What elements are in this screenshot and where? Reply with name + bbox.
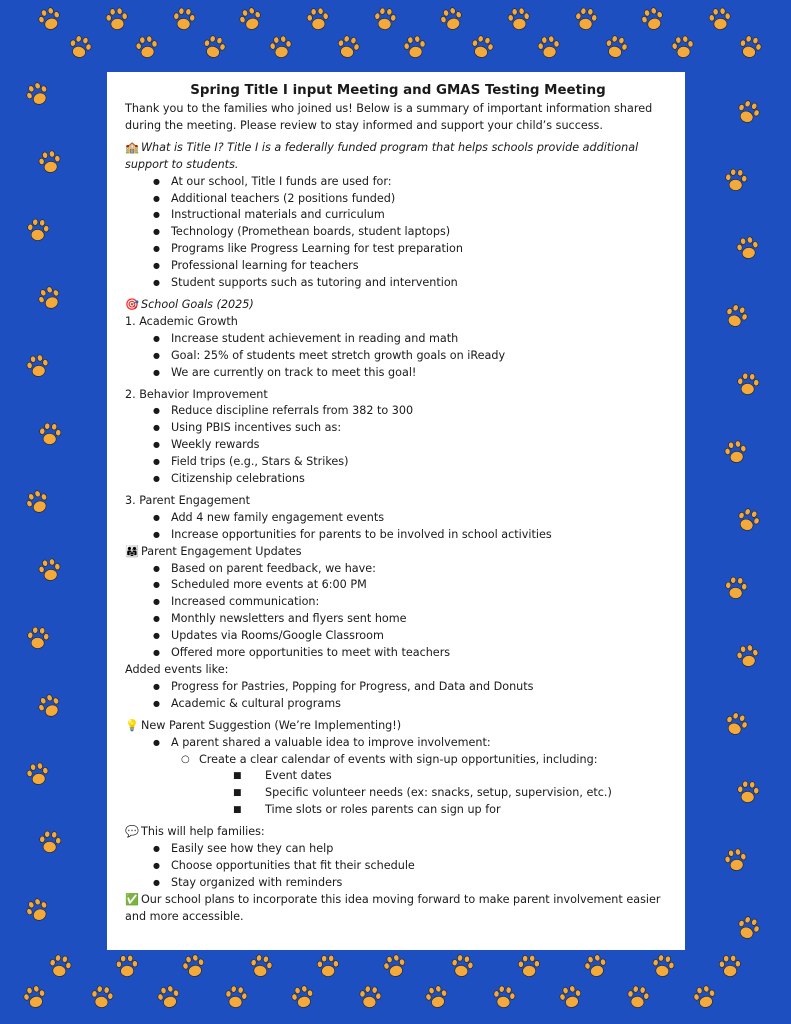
list-item: ● Instructional materials and curriculum	[125, 207, 671, 224]
parent-engagement-heading: 3. Parent Engagement	[125, 493, 250, 507]
goals-heading	[125, 297, 671, 314]
flyer-title: Spring Title I input Meeting and GMAS Testing Meeting	[190, 83, 606, 98]
school-icon: 🏫	[125, 140, 139, 154]
title1-text: What is Title I? Title I is a federally funded program that helps schools provide additional support to students.	[125, 140, 639, 171]
paw-print-icon	[26, 762, 51, 787]
family-icon: 👨‍👩‍👧	[125, 544, 139, 558]
list-item: ○ Create a clear calendar of events with sign-up opportunities, including:	[125, 752, 671, 769]
list-item: ● Add 4 new family engagement events	[125, 510, 671, 527]
paw-print-icon	[27, 218, 50, 241]
check-mark-icon: ✅	[125, 892, 139, 906]
paw-print-icon	[723, 710, 750, 737]
paw-print-icon	[172, 7, 195, 30]
list-item: ● Using PBIS incentives such as:	[125, 420, 671, 437]
paw-print-icon	[736, 644, 761, 669]
parent-engagement-list	[125, 510, 671, 544]
paw-print-icon	[23, 488, 51, 516]
title1-description	[125, 140, 671, 174]
flyer-card	[107, 72, 685, 950]
paw-print-icon	[507, 7, 530, 30]
paw-print-icon	[723, 302, 750, 329]
paw-print-icon	[373, 7, 396, 30]
help-heading-text: This will help families:	[141, 825, 265, 839]
paw-print-icon	[38, 558, 63, 583]
behavior-list	[125, 403, 671, 488]
paw-print-icon	[38, 150, 63, 175]
added-events-heading: Added events like:	[125, 663, 229, 676]
paw-print-icon	[574, 7, 597, 30]
paw-print-icon	[651, 954, 676, 979]
suggestion-list	[125, 735, 671, 820]
paw-print-icon	[26, 354, 51, 379]
speech-bubble-icon: 💬	[125, 825, 139, 839]
paw-print-icon	[639, 6, 666, 33]
paw-print-icon	[237, 6, 264, 33]
paw-print-icon	[724, 440, 749, 465]
paw-print-icon	[537, 35, 561, 59]
paw-print-icon	[671, 35, 695, 59]
list-item: ■ Event dates	[125, 768, 671, 785]
list-item: ● Student supports such as tutoring and intervention	[125, 275, 671, 292]
paw-print-icon	[181, 953, 207, 979]
list-item: ● Increased communication:	[125, 594, 671, 611]
paw-print-icon	[424, 984, 450, 1010]
paw-print-icon	[36, 6, 63, 33]
list-item: ● Offered more opportunities to meet with teachers	[125, 645, 671, 662]
paw-print-icon	[403, 35, 427, 59]
paw-print-icon	[735, 506, 762, 533]
paw-print-icon	[725, 576, 748, 599]
list-item: ● Based on parent feedback, we have:	[125, 561, 671, 578]
paw-print-icon	[736, 236, 761, 261]
paw-print-icon	[719, 955, 741, 977]
paw-print-icon	[724, 848, 749, 873]
paw-print-icon	[35, 284, 63, 312]
paw-print-icon	[438, 6, 465, 33]
closing-text	[125, 892, 671, 926]
paw-print-icon	[269, 35, 293, 59]
list-item: ● Weekly rewards	[125, 437, 671, 454]
paw-print-icon	[335, 34, 361, 60]
list-item: ● At our school, Title I funds are used for:	[125, 174, 671, 191]
list-item: ● Scheduled more events at 6:00 PM	[125, 577, 671, 594]
list-item: ● Choose opportunities that fit their schedule	[125, 858, 671, 875]
list-item: ● Field trips (e.g., Stars & Strikes)	[125, 454, 671, 471]
paw-print-icon	[692, 984, 718, 1010]
paw-print-icon	[156, 984, 182, 1010]
list-item: ● Goal: 25% of students meet stretch growth goals on iReady	[125, 348, 671, 365]
paw-print-icon	[23, 896, 51, 924]
list-item: ● A parent shared a valuable idea to improve involvement:	[125, 735, 671, 752]
paw-print-icon	[626, 985, 650, 1009]
list-item: ● Academic & cultural programs	[125, 696, 671, 713]
list-item: ● Increase opportunities for parents to be involved in school activities	[125, 527, 671, 544]
updates-list	[125, 561, 671, 662]
closing-text-body: Our school plans to incorporate this idea moving forward to make parent involvement easier and more accessible.	[125, 892, 661, 923]
paw-print-icon	[224, 985, 248, 1009]
updates-heading	[125, 544, 671, 561]
paw-print-icon	[67, 34, 93, 60]
list-item: ● Increase student achievement in reading and math	[125, 331, 671, 348]
suggestion-heading	[125, 718, 671, 735]
paw-print-icon	[27, 626, 50, 649]
suggestion-heading-text: New Parent Suggestion (We’re Implementing!)	[141, 718, 402, 732]
paw-print-icon	[737, 372, 760, 395]
list-item: ● Professional learning for teachers	[125, 258, 671, 275]
list-item: ● Progress for Pastries, Popping for Progress, and Data and Donuts	[125, 679, 671, 696]
list-item: ● Programs like Progress Learning for test preparation	[125, 241, 671, 258]
paw-print-icon	[469, 34, 495, 60]
list-item: ● We are currently on track to meet this goal!	[125, 365, 671, 382]
academic-growth-heading: 1. Academic Growth	[125, 314, 238, 328]
paw-print-icon	[135, 35, 159, 59]
paw-print-icon	[735, 914, 762, 941]
paw-print-icon	[39, 830, 62, 853]
paw-print-icon	[290, 984, 316, 1010]
list-item: ● Easily see how they can help	[125, 841, 671, 858]
lightbulb-icon: 💡	[125, 718, 139, 732]
paw-print-icon	[450, 954, 475, 979]
list-item: ■ Specific volunteer needs (ex: snacks, setup, supervision, etc.)	[125, 785, 671, 802]
list-item: ● Reduce discipline referrals from 382 to 300	[125, 403, 671, 420]
list-item: ● Stay organized with reminders	[125, 875, 671, 892]
paw-print-icon	[737, 34, 763, 60]
academic-growth-list	[125, 331, 671, 382]
paw-print-icon	[735, 98, 762, 125]
paw-print-icon	[558, 984, 584, 1010]
paw-print-icon	[201, 34, 227, 60]
title1-list	[125, 174, 671, 292]
paw-print-icon	[492, 985, 516, 1009]
target-icon: 🎯	[125, 297, 139, 311]
paw-print-icon	[306, 7, 329, 30]
paw-print-icon	[583, 953, 609, 979]
paw-print-icon	[22, 984, 48, 1010]
paw-print-icon	[249, 954, 274, 979]
added-events-list	[125, 679, 671, 713]
updates-heading-text: Parent Engagement Updates	[141, 544, 302, 558]
list-item: ● Additional teachers (2 positions funded)	[125, 191, 671, 208]
list-item: ● Citizenship celebrations	[125, 471, 671, 488]
paw-print-icon	[725, 168, 748, 191]
help-list	[125, 841, 671, 892]
paw-print-icon	[317, 955, 339, 977]
paw-print-icon	[382, 953, 408, 979]
list-item: ● Updates via Rooms/Google Classroom	[125, 628, 671, 645]
list-item: ● Technology (Promethean boards, student laptops)	[125, 224, 671, 241]
paw-print-icon	[116, 955, 138, 977]
paw-print-icon	[48, 954, 73, 979]
paw-print-icon	[708, 7, 731, 30]
paw-print-icon	[358, 985, 382, 1009]
paw-print-icon	[518, 955, 540, 977]
intro-text: Thank you to the families who joined us! Below is a summary of important information shared during the meeting. Please review to stay informed and support your child’s success.	[125, 102, 653, 132]
paw-print-icon	[39, 422, 62, 445]
list-item: ● Monthly newsletters and flyers sent home	[125, 611, 671, 628]
paw-print-icon	[90, 985, 114, 1009]
list-item: ■ Time slots or roles parents can sign up for	[125, 802, 671, 819]
help-heading	[125, 824, 671, 841]
paw-print-icon	[105, 7, 128, 30]
paw-print-icon	[603, 34, 629, 60]
goals-heading-text: School Goals (2025)	[141, 297, 254, 311]
paw-print-icon	[737, 780, 760, 803]
behavior-heading: 2. Behavior Improvement	[125, 387, 268, 401]
paw-print-icon	[23, 80, 51, 108]
paw-print-icon	[35, 692, 63, 720]
